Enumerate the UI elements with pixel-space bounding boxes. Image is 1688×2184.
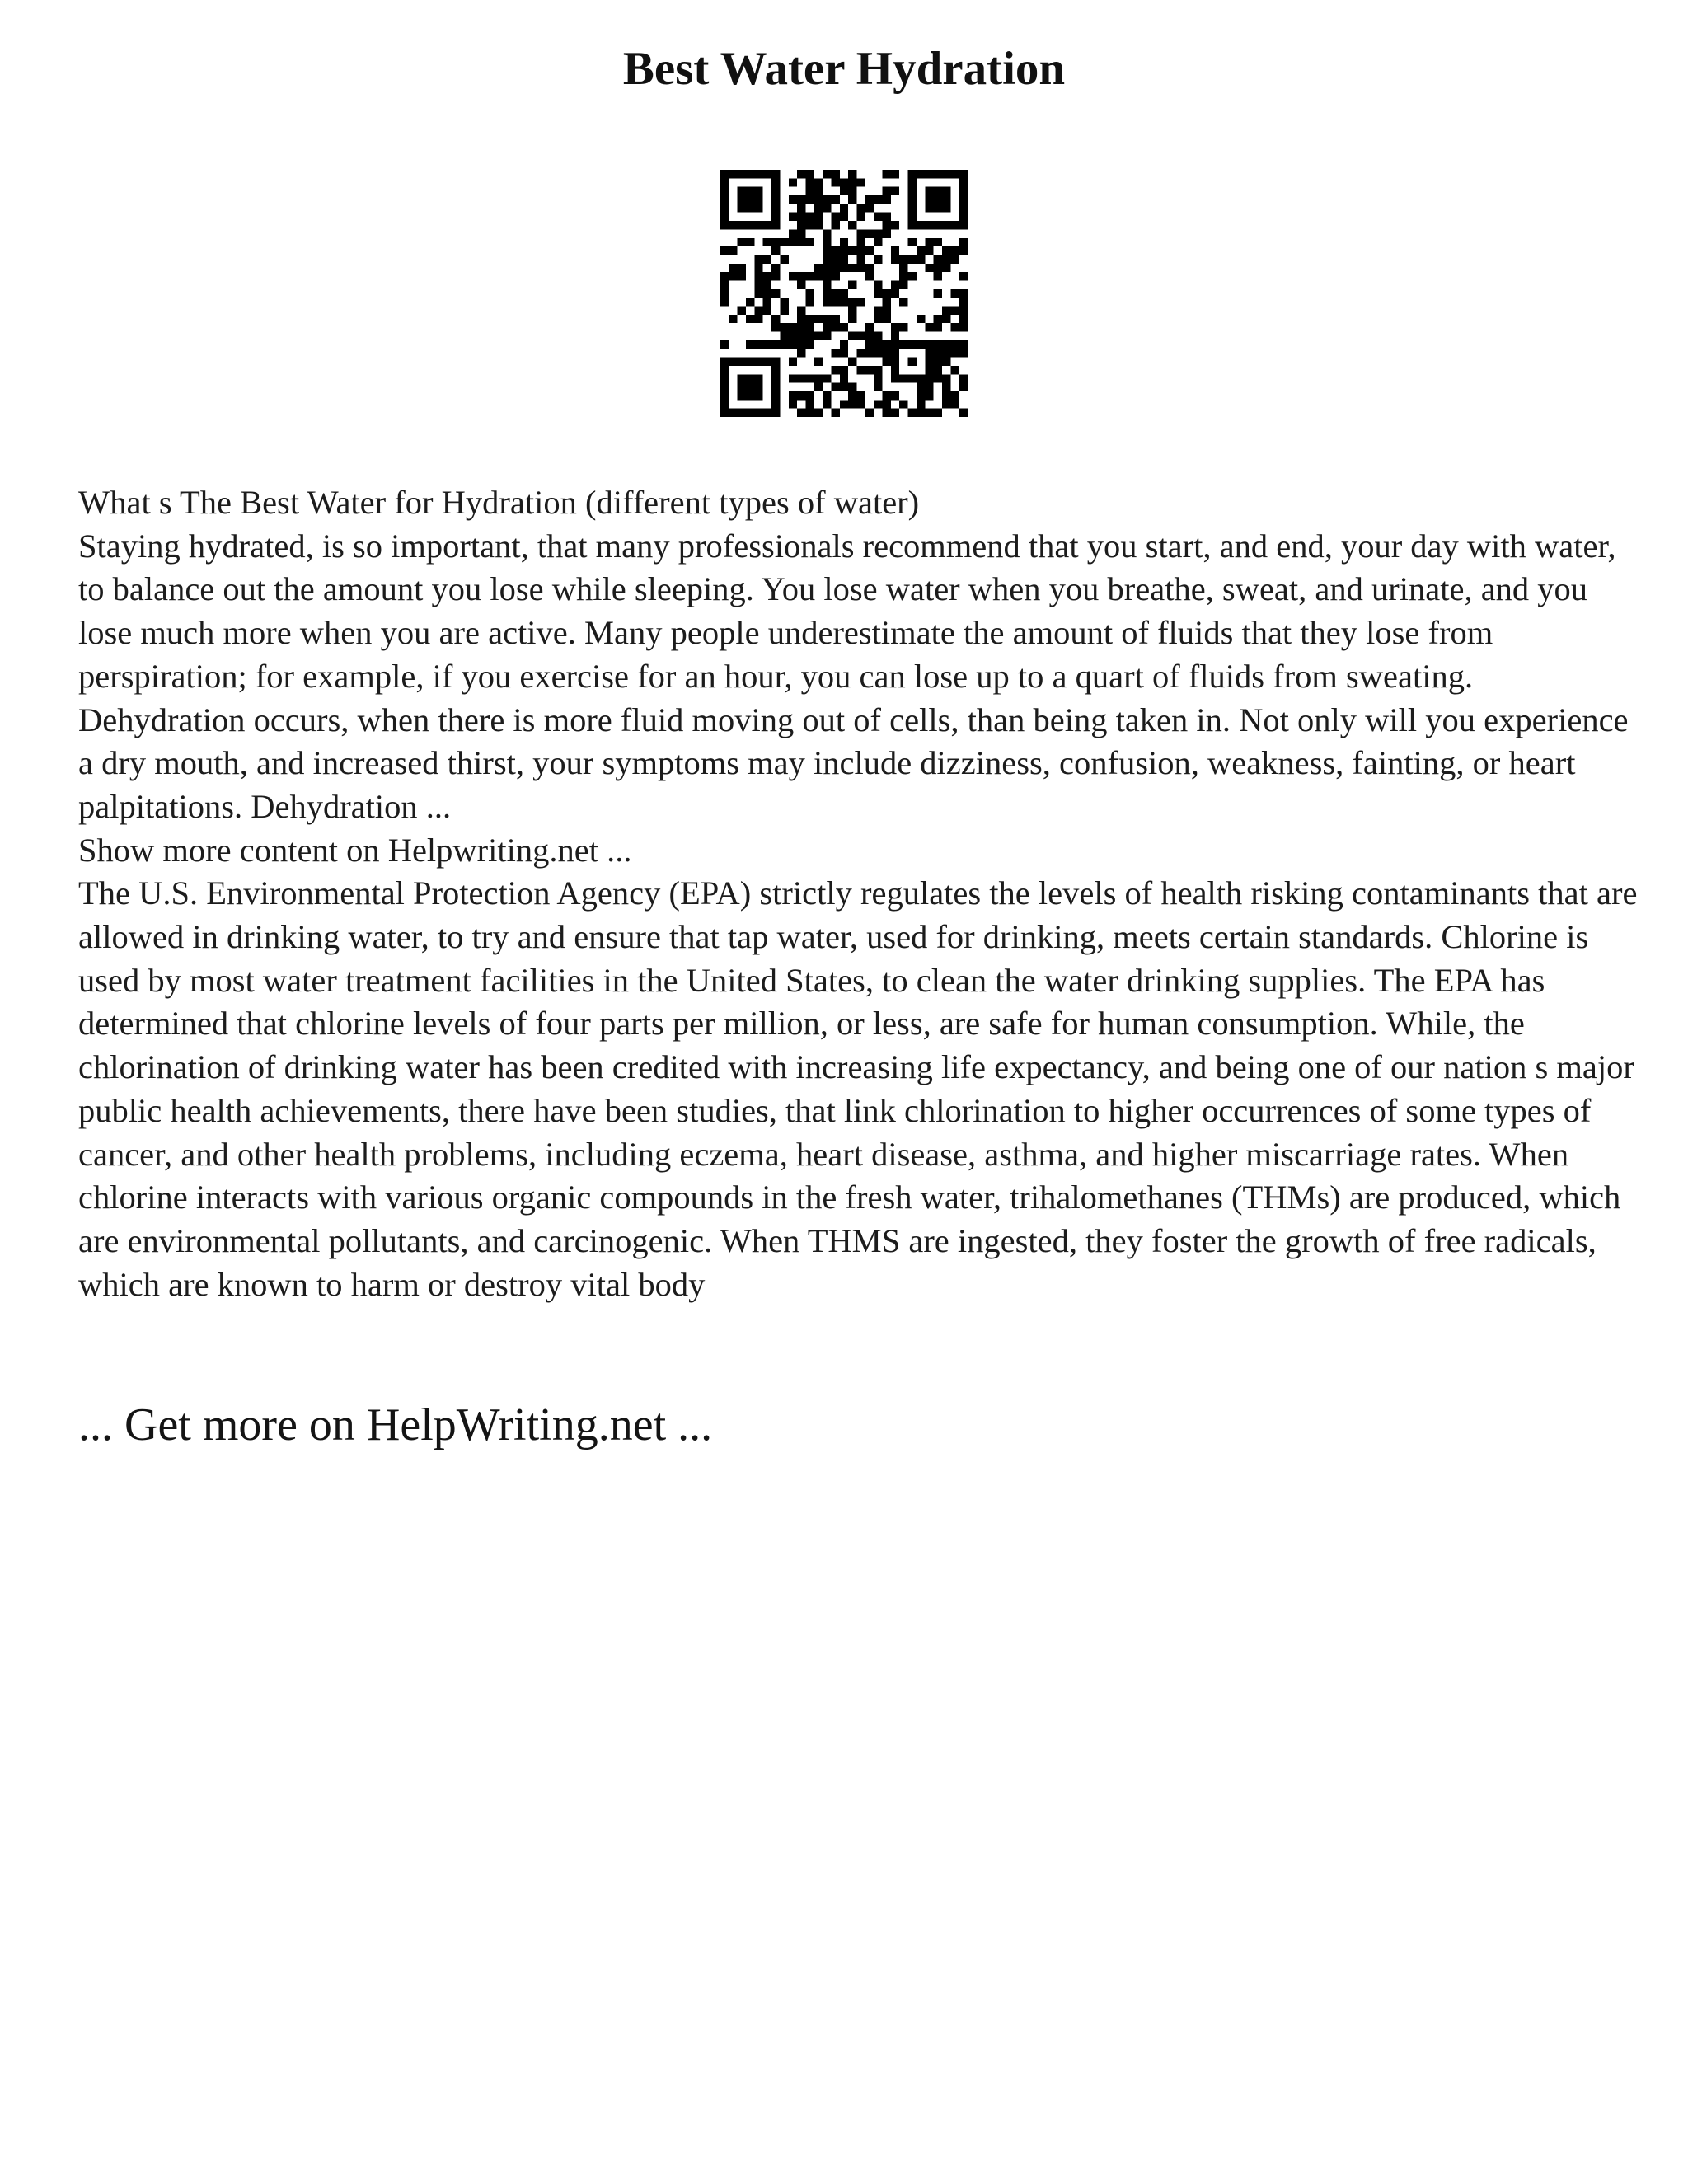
get-more-link[interactable]: ... Get more on HelpWriting.net ... (78, 1399, 713, 1451)
qr-code-icon (720, 170, 968, 417)
article-heading-line: What s The Best Water for Hydration (different types of water) (78, 484, 920, 521)
show-more-link[interactable]: Show more content on Helpwriting.net ... (78, 831, 632, 869)
article-paragraph: Staying hydrated, is so important, that many professionals recommend that you start, and end, your day with water, to balance out the amount you lose while sleeping. You lose water when you breathe, sweat, and urinate, and you lose much more when you are active. Many people underestimate the amount of fluids that they lose from perspiration; for example, if you exercise for an hour, you can lose up to a quart of fluids from sweating. Dehydration occurs, when there is more fluid moving out of cells, than being taken in. Not only will you experience a dry mouth, and increased thirst, your symptoms may include dizziness, confusion, weakness, fainting, or heart palpitations. Dehydration ... (78, 527, 1629, 825)
page-title: Best Water Hydration (622, 43, 1066, 95)
article-body (78, 481, 1644, 1306)
article-paragraph: The U.S. Environmental Protection Agency (EPA) strictly regulates the levels of health risking contaminants that are allowed in drinking water, to try and ensure that tap water, used for drinking, meets certain standards. Chlorine is used by most water treatment facilities in the United States, to clean the water drinking supplies. The EPA has determined that chlorine levels of four parts per million, or less, are safe for human consumption. While, the chlorination of drinking water has been credited with increasing life expectancy, and being one of our nation s major public health achievements, there have been studies, that link chlorination to higher occurrences of some types of cancer, and other health problems, including eczema, heart disease, asthma, and higher miscarriage rates. When chlorine interacts with various organic compounds in the fresh water, trihalomethanes (THMs) are produced, which are environmental pollutants, and carcinogenic. When THMS are ingested, they foster the growth of free radicals, which are known to harm or destroy vital body (78, 874, 1638, 1303)
